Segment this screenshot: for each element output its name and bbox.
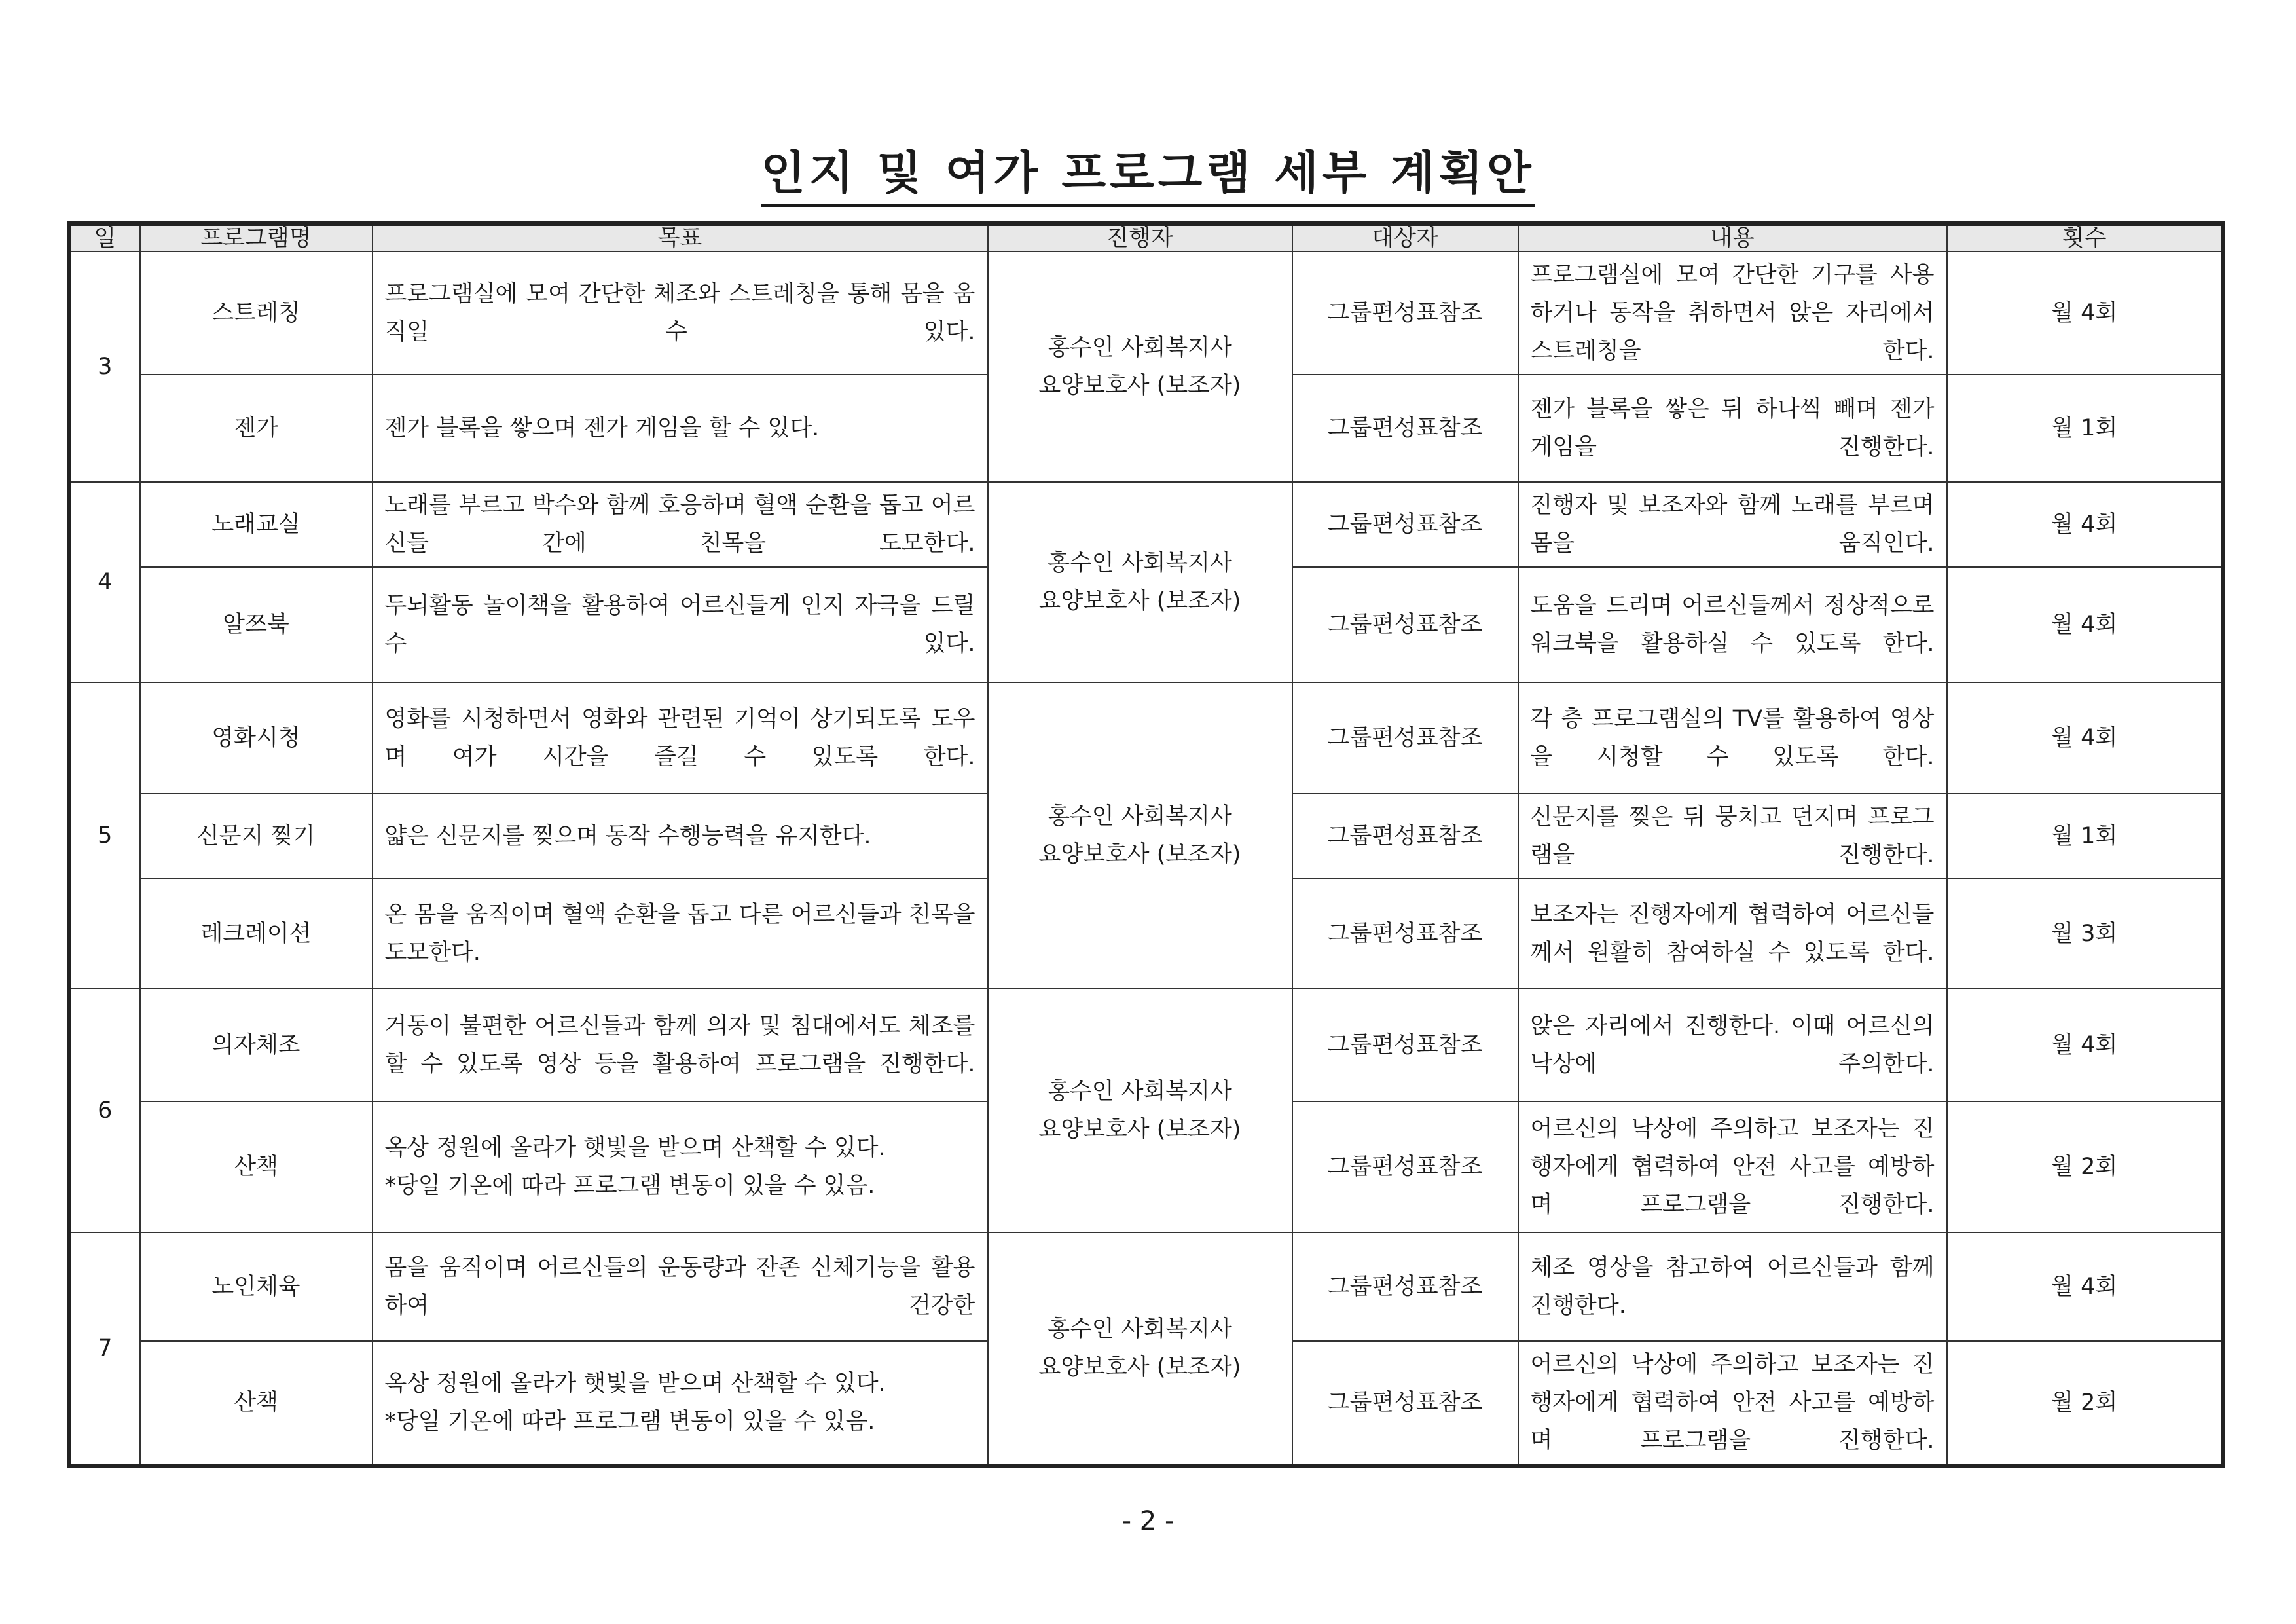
content-cell: 각 층 프로그램실의 TV를 활용하여 영상을 시청할 수 있도록 한다. xyxy=(1518,682,1947,794)
leader-cell xyxy=(988,1232,1292,1466)
target-cell: 그룹편성표참조 xyxy=(1292,682,1518,794)
program-goal: 거동이 불편한 어르신들과 함께 의자 및 침대에서도 체조를 할 수 있도록 영상 등을 활용하여 프로그램을 진행한다. xyxy=(373,989,988,1101)
leader-primary: 홍수인 사회복지사 xyxy=(1048,1316,1232,1342)
frequency-cell: 월 2회 xyxy=(1947,1341,2223,1466)
frequency-cell: 월 4회 xyxy=(1947,482,2223,567)
program-goal-cell xyxy=(373,1101,988,1232)
frequency-cell: 월 4회 xyxy=(1947,251,2223,375)
program-name: 레크레이션 xyxy=(140,879,373,989)
page-title: 인지 및 여가 프로그램 세부 계획안 xyxy=(0,136,2296,202)
leader-primary: 홍수인 사회복지사 xyxy=(1048,803,1232,830)
program-name: 스트레칭 xyxy=(140,251,373,375)
target-cell: 그룹편성표참조 xyxy=(1292,375,1518,482)
content-cell: 체조 영상을 참고하여 어르신들과 함께 진행한다. xyxy=(1518,1232,1947,1341)
leader-cell xyxy=(988,482,1292,682)
day-cell: 7 xyxy=(69,1232,140,1466)
target-cell: 그룹편성표참조 xyxy=(1292,1101,1518,1232)
program-name: 의자체조 xyxy=(140,989,373,1101)
target-cell: 그룹편성표참조 xyxy=(1292,251,1518,375)
leader-assistant: 요양보호사 (보조자) xyxy=(1038,588,1241,614)
program-goal: 젠가 블록을 쌓으며 젠가 게임을 할 수 있다. xyxy=(373,375,988,482)
table-row xyxy=(69,682,2223,794)
program-name: 노래교실 xyxy=(140,482,373,567)
program-goal: 옥상 정원에 올라가 햇빛을 받으며 산책할 수 있다. xyxy=(384,1135,886,1161)
day-cell: 5 xyxy=(69,682,140,989)
target-cell: 그룹편성표참조 xyxy=(1292,989,1518,1101)
leader-cell xyxy=(988,682,1292,989)
program-goal: 옥상 정원에 올라가 햇빛을 받으며 산책할 수 있다. xyxy=(384,1371,886,1397)
leader-assistant: 요양보호사 (보조자) xyxy=(1038,841,1241,868)
program-name: 젠가 xyxy=(140,375,373,482)
content-cell: 젠가 블록을 쌓은 뒤 하나씩 빼며 젠가 게임을 진행한다. xyxy=(1518,375,1947,482)
header-goal: 목표 xyxy=(373,224,988,252)
program-plan-table xyxy=(67,221,2225,1468)
frequency-cell: 월 4회 xyxy=(1947,989,2223,1101)
frequency-cell: 월 4회 xyxy=(1947,1232,2223,1341)
program-goal: 프로그램실에 모여 간단한 체조와 스트레칭을 통해 몸을 움직일 수 있다. xyxy=(373,251,988,375)
leader-primary: 홍수인 사회복지사 xyxy=(1048,335,1232,361)
target-cell: 그룹편성표참조 xyxy=(1292,879,1518,989)
table-row xyxy=(69,1232,2223,1341)
leader-primary: 홍수인 사회복지사 xyxy=(1048,1079,1232,1105)
program-name: 산책 xyxy=(140,1341,373,1466)
content-cell: 보조자는 진행자에게 협력하여 어르신들께서 원활히 참여하실 수 있도록 한다. xyxy=(1518,879,1947,989)
table-row xyxy=(69,989,2223,1101)
content-cell: 진행자 및 보조자와 함께 노래를 부르며 몸을 움직인다. xyxy=(1518,482,1947,567)
day-cell: 3 xyxy=(69,251,140,482)
frequency-cell: 월 1회 xyxy=(1947,794,2223,879)
table-row xyxy=(69,482,2223,567)
program-name: 영화시청 xyxy=(140,682,373,794)
target-cell: 그룹편성표참조 xyxy=(1292,482,1518,567)
leader-assistant: 요양보호사 (보조자) xyxy=(1038,1116,1241,1143)
program-goal: 온 몸을 움직이며 혈액 순환을 돕고 다른 어르신들과 친목을 도모한다. xyxy=(373,879,988,989)
leader-assistant: 요양보호사 (보조자) xyxy=(1038,1354,1241,1380)
program-goal-cell xyxy=(373,1341,988,1466)
header-leader: 진행자 xyxy=(988,224,1292,252)
content-cell: 신문지를 찢은 뒤 뭉치고 던지며 프로그램을 진행한다. xyxy=(1518,794,1947,879)
leader-cell xyxy=(988,989,1292,1232)
program-goal: 몸을 움직이며 어르신들의 운동량과 잔존 신체기능을 활용하여 건강한 xyxy=(373,1232,988,1341)
header-content: 내용 xyxy=(1518,224,1947,252)
frequency-cell: 월 4회 xyxy=(1947,567,2223,682)
program-name: 신문지 찢기 xyxy=(140,794,373,879)
frequency-cell: 월 3회 xyxy=(1947,879,2223,989)
target-cell: 그룹편성표참조 xyxy=(1292,794,1518,879)
header-program: 프로그램명 xyxy=(140,224,373,252)
leader-cell xyxy=(988,251,1292,482)
program-name: 알쯔북 xyxy=(140,567,373,682)
content-cell: 앉은 자리에서 진행한다. 이때 어르신의 낙상에 주의한다. xyxy=(1518,989,1947,1101)
program-goal-note: *당일 기온에 따라 프로그램 변동이 있을 수 있음. xyxy=(384,1173,875,1199)
program-goal: 영화를 시청하면서 영화와 관련된 기억이 상기되도록 도우며 여가 시간을 즐길 수 있도록 한다. xyxy=(373,682,988,794)
content-cell: 어르신의 낙상에 주의하고 보조자는 진행자에게 협력하여 안전 사고를 예방하며 프로그램을 진행한다. xyxy=(1518,1341,1947,1466)
day-cell: 6 xyxy=(69,989,140,1232)
day-cell: 4 xyxy=(69,482,140,682)
program-goal-note: *당일 기온에 따라 프로그램 변동이 있을 수 있음. xyxy=(384,1409,875,1435)
target-cell: 그룹편성표참조 xyxy=(1292,567,1518,682)
table-row xyxy=(69,251,2223,375)
page-number: - 2 - xyxy=(1121,1506,1175,1536)
frequency-cell: 월 1회 xyxy=(1947,375,2223,482)
program-goal: 노래를 부르고 박수와 함께 호응하며 혈액 순환을 돕고 어르신들 간에 친목을 도모한다. xyxy=(373,482,988,567)
program-goal: 얇은 신문지를 찢으며 동작 수행능력을 유지한다. xyxy=(373,794,988,879)
content-cell: 도움을 드리며 어르신들께서 정상적으로 워크북을 활용하실 수 있도록 한다. xyxy=(1518,567,1947,682)
content-cell: 프로그램실에 모여 간단한 기구를 사용하거나 동작을 취하면서 앉은 자리에서 스트레칭을 한다. xyxy=(1518,251,1947,375)
program-goal: 두뇌활동 놀이책을 활용하여 어르신들게 인지 자극을 드릴 수 있다. xyxy=(373,567,988,682)
content-cell: 어르신의 낙상에 주의하고 보조자는 진행자에게 협력하여 안전 사고를 예방하며 프로그램을 진행한다. xyxy=(1518,1101,1947,1232)
program-name: 산책 xyxy=(140,1101,373,1232)
frequency-cell: 월 2회 xyxy=(1947,1101,2223,1232)
target-cell: 그룹편성표참조 xyxy=(1292,1232,1518,1341)
header-frequency: 횟수 xyxy=(1947,224,2223,252)
frequency-cell: 월 4회 xyxy=(1947,682,2223,794)
leader-assistant: 요양보호사 (보조자) xyxy=(1038,373,1241,399)
header-target: 대상자 xyxy=(1292,224,1518,252)
header-day: 일 xyxy=(69,224,140,252)
table-header-row xyxy=(69,224,2223,252)
target-cell: 그룹편성표참조 xyxy=(1292,1341,1518,1466)
program-name: 노인체육 xyxy=(140,1232,373,1341)
leader-primary: 홍수인 사회복지사 xyxy=(1048,550,1232,576)
